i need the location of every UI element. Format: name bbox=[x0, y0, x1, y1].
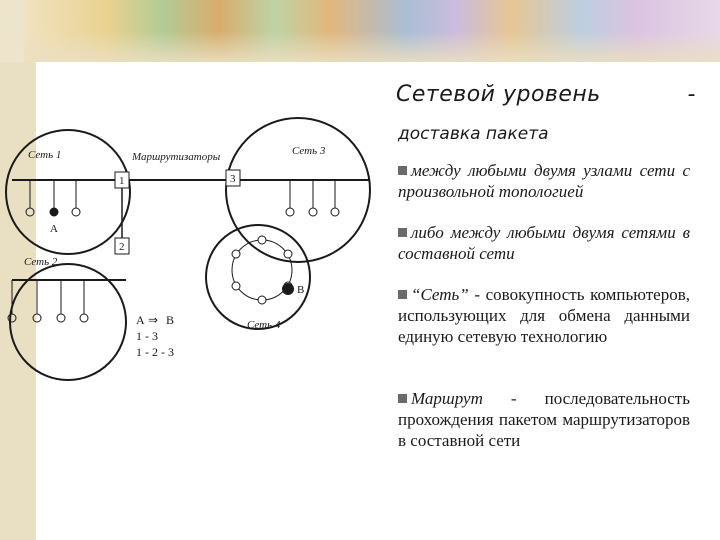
slide-subtitle: доставка пакета bbox=[398, 124, 549, 144]
slide-title bbox=[396, 82, 696, 107]
node-a-label: А bbox=[50, 223, 58, 235]
bullet-3 bbox=[398, 284, 690, 347]
network-4-label: Сеть 4 bbox=[247, 319, 281, 331]
bullet-square-icon bbox=[398, 394, 407, 403]
node-b-label: В bbox=[297, 284, 305, 296]
bullet-4-text: - последовательность прохождения пакетом маршрутизаторов в составной сети bbox=[398, 389, 690, 450]
bullet-2-text: либо между любыми двумя сетями в составной сети bbox=[398, 223, 690, 263]
router-1-label: 1 bbox=[119, 175, 125, 187]
bullet-square-icon bbox=[398, 166, 407, 175]
node-b-dot bbox=[282, 283, 294, 295]
slide-title-dash: - bbox=[687, 82, 696, 107]
bullet-4-term: Маршрут bbox=[411, 389, 483, 408]
bullet-4 bbox=[398, 388, 690, 451]
route-arrow: ⇒ bbox=[148, 313, 159, 327]
decorative-banner bbox=[24, 0, 720, 62]
bullet-1 bbox=[398, 160, 690, 202]
routers-label: Маршрутизаторы bbox=[132, 151, 221, 163]
bullet-3-text: - совокупность компьютеров, использующих для обмена данными единую сетевую технологию bbox=[398, 285, 690, 346]
bullet-2 bbox=[398, 222, 690, 264]
route-option-1: 1 - 3 bbox=[136, 329, 158, 343]
bullet-3-term: “Сеть” bbox=[411, 285, 469, 304]
network-2-label: Сеть 2 bbox=[24, 256, 58, 268]
network-3-circle bbox=[226, 118, 370, 262]
route-from: А bbox=[136, 313, 145, 327]
slide-title-text: Сетевой уровень bbox=[396, 82, 601, 107]
router-2-label: 2 bbox=[119, 241, 125, 253]
network-1-label: Сеть 1 bbox=[28, 149, 62, 161]
bullet-square-icon bbox=[398, 228, 407, 237]
network-1-circle bbox=[6, 130, 130, 254]
network-3-label: Сеть 3 bbox=[292, 145, 326, 157]
bullet-square-icon bbox=[398, 290, 407, 299]
route-legend bbox=[136, 313, 174, 359]
router-3-label: 3 bbox=[230, 173, 236, 185]
route-option-2: 1 - 2 - 3 bbox=[136, 345, 174, 359]
bullet-1-text: между любыми двумя узлами сети с произвольной топологией bbox=[398, 161, 690, 201]
route-to: В bbox=[166, 313, 175, 327]
network-diagram bbox=[0, 62, 400, 540]
network-2-circle bbox=[10, 264, 126, 380]
